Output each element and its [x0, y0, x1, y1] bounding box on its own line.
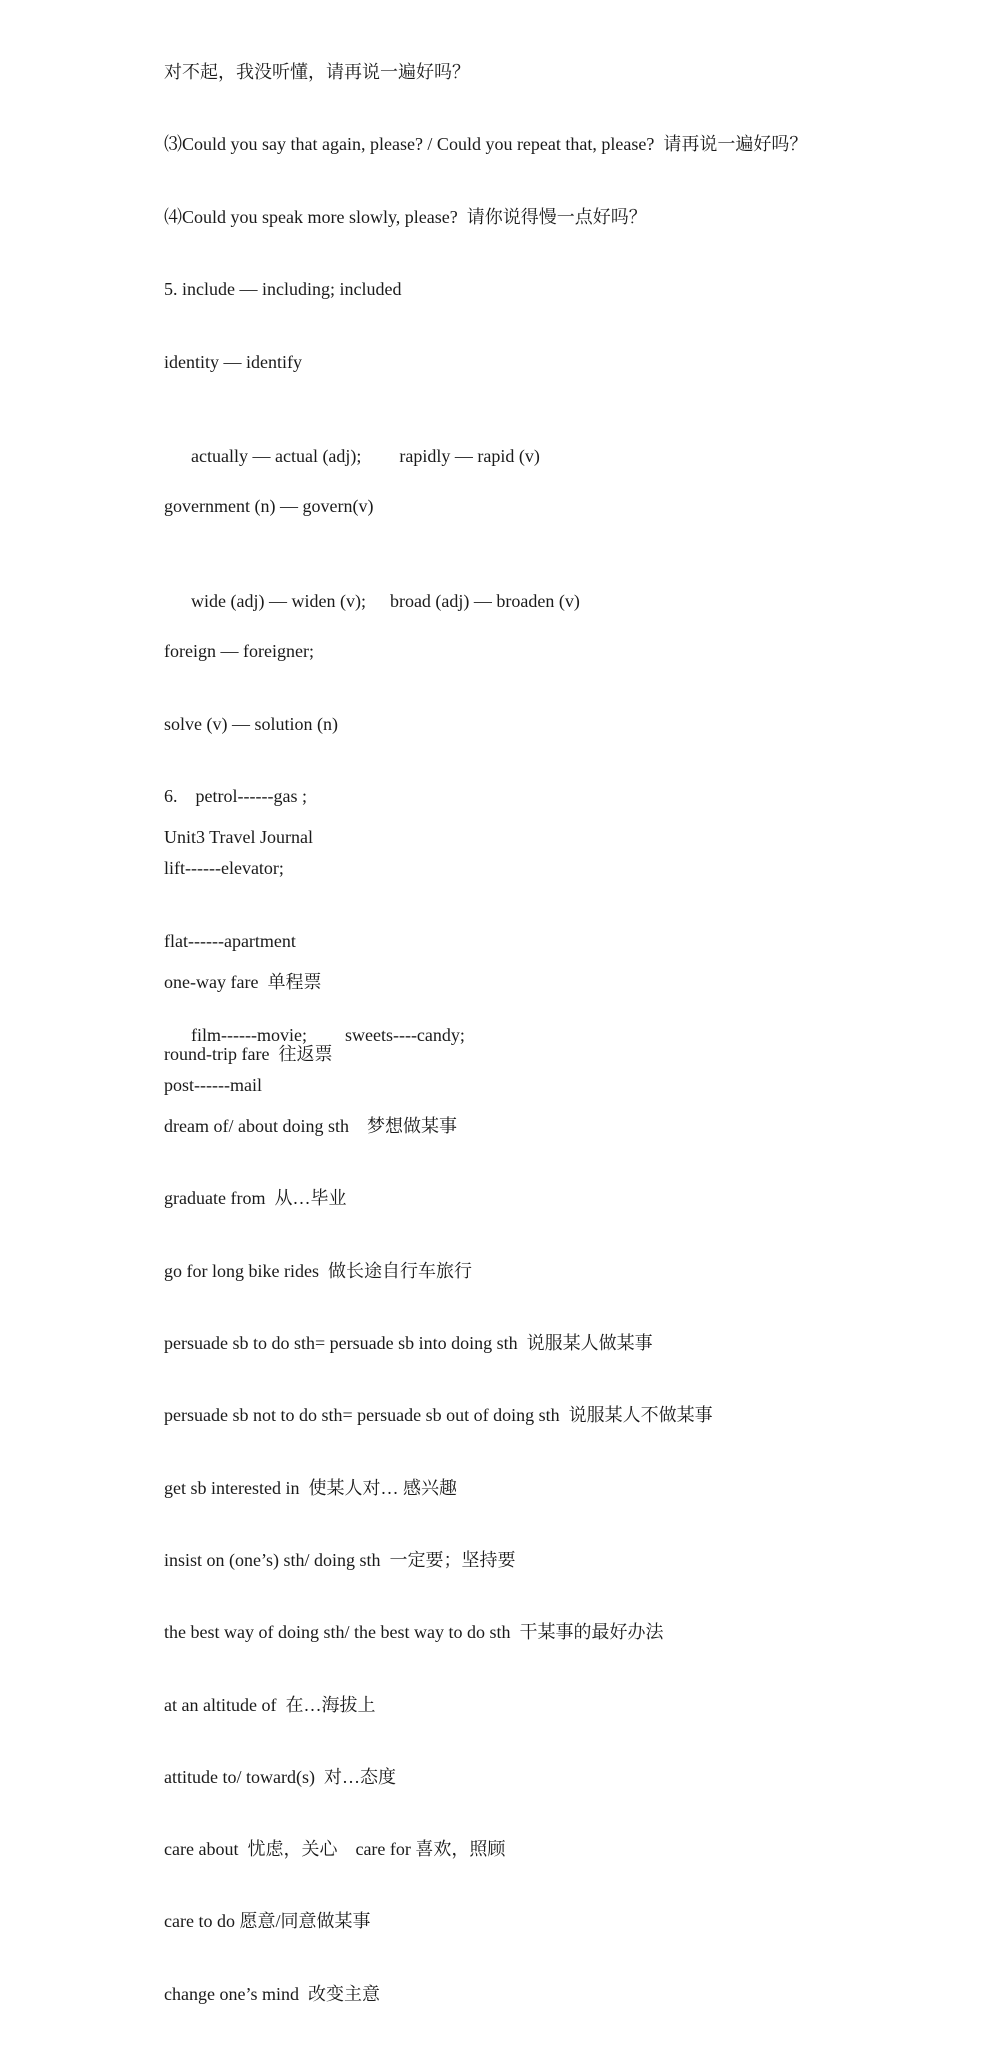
vocab-item: persuade sb not to do sth= persuade sb out of doing sth 说服某人不做某事 [164, 1405, 713, 1426]
vocab-item: one-way fare 单程票 [164, 971, 322, 992]
unit3-section [164, 782, 713, 2055]
text-line: solve (v) — solution (n) [164, 713, 338, 734]
vocab-item: dream of/ about doing sth 梦想做某事 [164, 1116, 457, 1137]
text-line: flat------apartment [164, 930, 296, 951]
text-line: ⑶Could you say that again, please? / Could you repeat that, please? 请再说一遍好吗？ [164, 134, 808, 155]
vocab-item: care about 忧虑，关心 care for 喜欢，照顾 [164, 1839, 506, 1860]
vocab-item: persuade sb to do sth= persuade sb into doing sth 说服某人做某事 [164, 1333, 653, 1354]
text-line [164, 568, 807, 611]
vocab-item: go for long bike rides 做长途自行车旅行 [164, 1260, 472, 1281]
vocab-item: attitude to/ toward(s) 对…态度 [164, 1766, 396, 1787]
vocab-item: get sb interested in 使某人对… 感兴趣 [164, 1477, 457, 1498]
vocab-item: round-trip fare 往返票 [164, 1043, 333, 1064]
word-pair: rapidly — rapid (v) [399, 445, 540, 466]
text-line: lift------elevator; [164, 858, 284, 879]
word-pair: wide (adj) — widen (v); [191, 590, 366, 611]
word-pair: actually — actual (adj); [191, 445, 362, 466]
vocab-item: the best way of doing sth/ the best way to do sth 干某事的最好办法 [164, 1622, 664, 1643]
vocab-item: insist on (one’s) sth/ doing sth 一定要；坚持要 [164, 1549, 516, 1570]
vocab-item: graduate from 从…毕业 [164, 1188, 347, 1209]
text-line: foreign — foreigner; [164, 641, 314, 662]
vocab-item: change one’s mind 改变主意 [164, 1983, 380, 2004]
word-pair: sweets----candy; [344, 1025, 465, 1046]
text-line: 5. include — including; included [164, 279, 402, 300]
word-pair: film------movie; [191, 1025, 307, 1046]
text-line: 6. petrol------gas ; [164, 785, 307, 806]
text-line: ⑷Could you speak more slowly, please? 请你说得慢一点好吗？ [164, 206, 647, 227]
text-line: 对不起，我没听懂，请再说一遍好吗？ [164, 62, 470, 82]
vocab-item: at an altitude of 在…海拔上 [164, 1694, 376, 1715]
vocab-item: care to do 愿意/同意做某事 [164, 1911, 371, 1932]
text-line [164, 423, 807, 466]
section-title: Unit3 Travel Journal [164, 827, 314, 847]
blank-line [164, 898, 713, 926]
text-line: identity — identify [164, 351, 302, 372]
text-line: post------mail [164, 1075, 262, 1096]
text-line: government (n) — govern(v) [164, 496, 374, 517]
word-pair: broad (adj) — broaden (v) [389, 590, 580, 611]
